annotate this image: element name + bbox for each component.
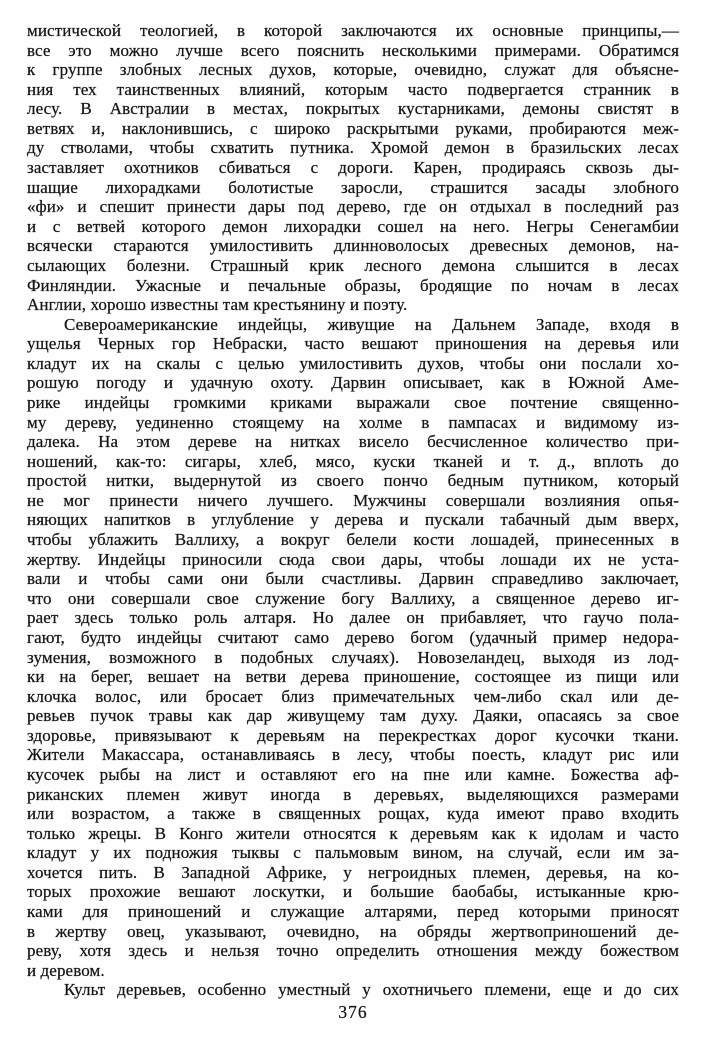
text-line: гают, будто индейцы считают само дерево богом (удачный пример недора-: [27, 627, 679, 647]
text-line: что они совершали свое служение богу Валлиху, а священное дерево иг-: [27, 588, 679, 608]
text-line: реву, хотя здесь и нельзя точно определить отношения между божеством: [27, 941, 679, 961]
text-line: не мог принести ничего лучшего. Мужчины совершали возлияния опья-: [27, 490, 679, 510]
text-line: всячески стараются умилостивить длинноволосых древесных демонов, на-: [27, 236, 679, 256]
text-line: рошую погоду и удачную охоту. Дарвин описывает, как в Южной Аме-: [27, 373, 679, 393]
text-line: ветвях и, наклонившись, с широко раскрытыми руками, пробираются меж-: [27, 118, 679, 138]
text-line: или возрастом, а также в священных рощах, куда имеют право входить: [27, 804, 679, 824]
text-line: Англии, хорошо известны там крестьянину и поэту.: [27, 295, 408, 315]
text-line: му дереву, уединенно стоящему на холме в пампасах и видимому из-: [27, 412, 679, 432]
text-line: ки на берег, вешает на ветви дерева приношение, состоящее из пищи или: [27, 667, 679, 687]
text-line: простой нитки, выдернутой из своего пончо бедным путником, который: [27, 471, 679, 491]
page-number: 376: [338, 1002, 368, 1022]
text-line: ношений, как-то: сигары, хлеб, мясо, куски тканей и т. д., вплоть до: [27, 451, 679, 471]
text-line: Культ деревьев, особенно уместный у охотничьего племени, еще и до сих: [64, 980, 679, 1000]
text-line: клочка волос, или бросает близ примечательных чем-либо скал или де-: [27, 686, 679, 706]
text-line: сылающих болезни. Страшный крик лесного демона слышится в лесах: [27, 255, 679, 275]
text-line: ния тех таинственных влияний, которым часто подвергается странник в: [27, 79, 679, 99]
text-line: «фи» и спешит принести дары под дерево, где он отдыхал в последний раз: [27, 197, 679, 217]
text-line: риканских племен живут иногда в деревьях, выделяющихся размерами: [27, 784, 679, 804]
text-line: заставляет охотников сбиваться с дороги. Карен, продираясь сквозь ды-: [27, 158, 679, 178]
text-line: жертву. Индейцы приносили сюда свои дары, чтобы лошади их не уста-: [27, 549, 679, 569]
text-line: ду стволами, чтобы схватить путника. Хромой демон в бразильских лесах: [27, 138, 679, 158]
text-line: торых прохожие вешают лоскутки, и большие баобабы, истыканные крю-: [27, 882, 679, 902]
text-line: кладут их на скалы с целью умилостивить духов, чтобы они послали хо-: [27, 353, 679, 373]
text-line: в жертву овец, указывают, очевидно, на обряды жертвоприношений де-: [27, 921, 679, 941]
text-line: хочется пить. В Западной Африке, у негроидных племен, деревья, на ко-: [27, 862, 679, 882]
text-line: шащие лихорадками болотистые заросли, страшится засады злобного: [27, 177, 679, 197]
page-text: [27, 21, 679, 1000]
text-line: мистической теологией, в которой заключаются их основные принципы,—: [27, 21, 679, 40]
text-line: здоровье, привязывают к деревьям на перекрестках дорог кусочки ткани.: [27, 725, 679, 745]
text-line: Финляндии. Ужасные и печальные образы, бродящие по ночам в лесах: [27, 275, 679, 295]
text-line: ущелья Черных гор Небраски, часто вешают приношения на деревья или: [27, 334, 679, 354]
text-line: рает здесь только роль алтаря. Но далее он прибавляет, что гаучо пола-: [27, 608, 679, 628]
text-line: и деревом.: [27, 960, 105, 980]
text-line: Североамериканские индейцы, живущие на Дальнем Западе, входя в: [64, 314, 679, 334]
text-line: Жители Макассара, останавливаясь в лесу, чтобы поесть, кладут рис или: [27, 745, 679, 765]
text-line: ками для приношений и служащие алтарями, перед которыми приносят: [27, 902, 679, 922]
text-line: далека. На этом дереве на нитках висело бесчисленное количество при-: [27, 432, 679, 452]
text-line: зумения, возможного в подобных случаях). Новозеландец, выходя из лод-: [27, 647, 679, 667]
text-line: лесу. В Австралии в местах, покрытых кустарниками, демоны свистят в: [27, 99, 679, 119]
text-line: и с ветвей которого демон лихорадки сошел на него. Негры Сенегамбии: [27, 216, 679, 236]
text-line: рике индейцы громкими криками выражали свое почтение священно-: [27, 392, 679, 412]
text-line: кладут у их подножия тыквы с пальмовым вином, на случай, если им за-: [27, 843, 679, 863]
text-line: все это можно лучше всего пояснить несколькими примерами. Обратимся: [27, 40, 679, 60]
text-line: чтобы ублажить Валлиху, а вокруг белели кости лошадей, принесенных в: [27, 530, 679, 550]
text-line: к группе злобных лесных духов, которые, очевидно, служат для объясне-: [27, 60, 679, 80]
text-line: ревьев пучок травы как дар живущему там духу. Даяки, опасаясь за свое: [27, 706, 679, 726]
text-line: только жрецы. В Конго жители относятся к деревьям как к идолам и часто: [27, 823, 679, 843]
text-line: няющих напитков в углубление у дерева и пускали табачный дым вверх,: [27, 510, 679, 530]
text-line: вали и чтобы сами они были счастливы. Дарвин справедливо заключает,: [27, 569, 679, 589]
text-line: кусочек рыбы на лист и оставляют его на пне или камне. Божества аф-: [27, 764, 679, 784]
